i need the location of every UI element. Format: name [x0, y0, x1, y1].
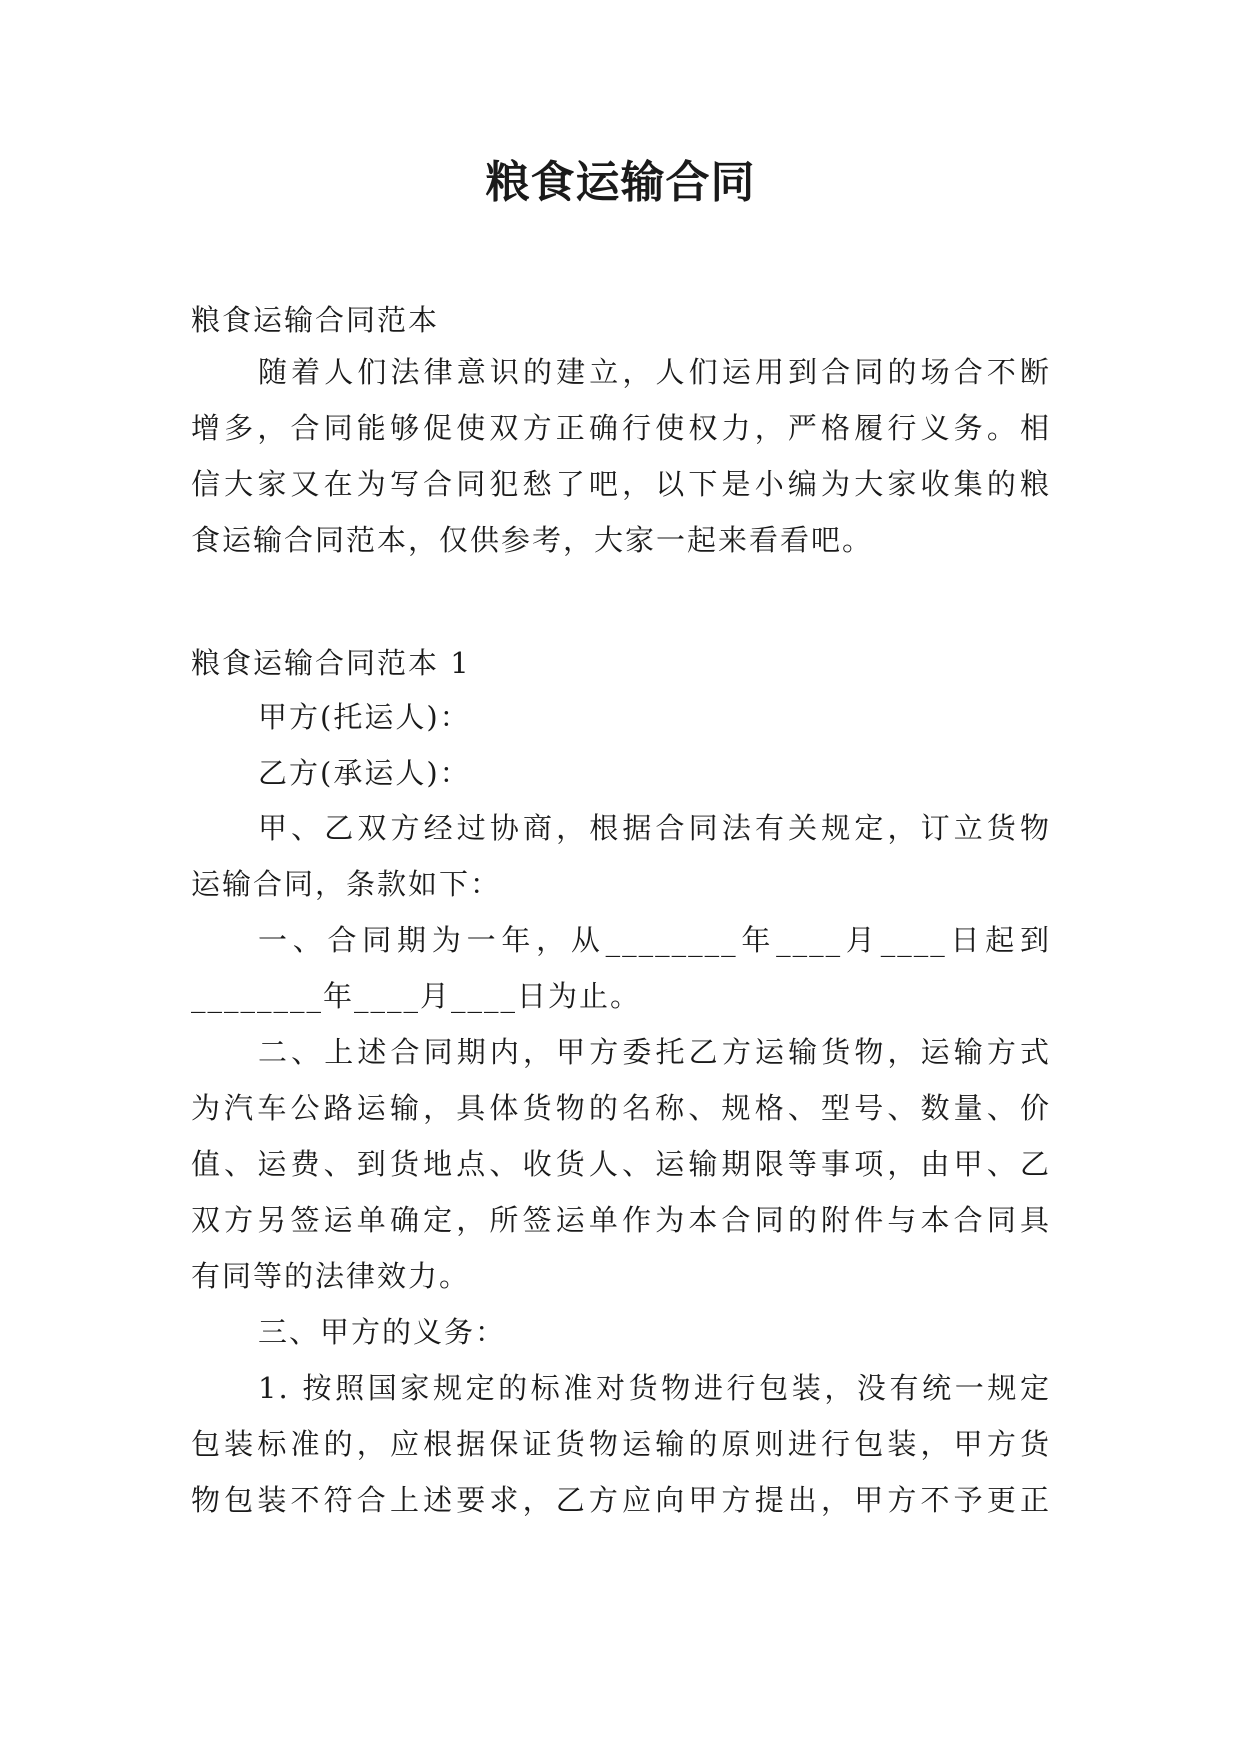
paragraph-line: 食运输合同范本，仅供参考，大家一起来看看吧。	[191, 523, 874, 557]
paragraph-line: 运输合同，条款如下：	[191, 867, 502, 901]
clause-line: ________年____月____日为止。	[191, 979, 642, 1013]
clause-line: 1. 按照国家规定的标准对货物进行包装，没有统一规定	[258, 1371, 1051, 1405]
party-b-line: 乙方(承运人)：	[258, 756, 471, 790]
clause-line: 为汽车公路运输，具体货物的名称、规格、型号、数量、价	[191, 1091, 1051, 1125]
document-title: 粮食运输合同	[485, 157, 756, 208]
paragraph-line: 甲、乙双方经过协商，根据合同法有关规定，订立货物	[258, 811, 1051, 845]
paragraph-line: 增多，合同能够促使双方正确行使权力，严格履行义务。相	[191, 411, 1051, 445]
paragraph-line: 随着人们法律意识的建立，人们运用到合同的场合不断	[258, 355, 1051, 389]
party-a-line: 甲方(托运人)：	[258, 700, 471, 734]
subtitle-line: 粮食运输合同范本	[191, 303, 440, 337]
clause-line: 双方另签运单确定，所签运单作为本合同的附件与本合同具	[191, 1203, 1051, 1237]
clause-line: 包装标准的，应根据保证货物运输的原则进行包装，甲方货	[191, 1427, 1051, 1461]
section-heading: 粮食运输合同范本 1	[191, 646, 471, 680]
clause-heading: 三、甲方的义务：	[258, 1315, 507, 1349]
paragraph-line: 信大家又在为写合同犯愁了吧，以下是小编为大家收集的粮	[191, 467, 1051, 501]
clause-line: 有同等的法律效力。	[191, 1259, 471, 1293]
clause-line: 值、运费、到货地点、收货人、运输期限等事项，由甲、乙	[191, 1147, 1051, 1181]
clause-line: 物包装不符合上述要求，乙方应向甲方提出，甲方不予更正	[191, 1483, 1051, 1517]
clause-line: 一、合同期为一年，从________年____月____日起到	[258, 923, 1051, 957]
clause-line: 二、上述合同期内，甲方委托乙方运输货物，运输方式	[258, 1035, 1051, 1069]
